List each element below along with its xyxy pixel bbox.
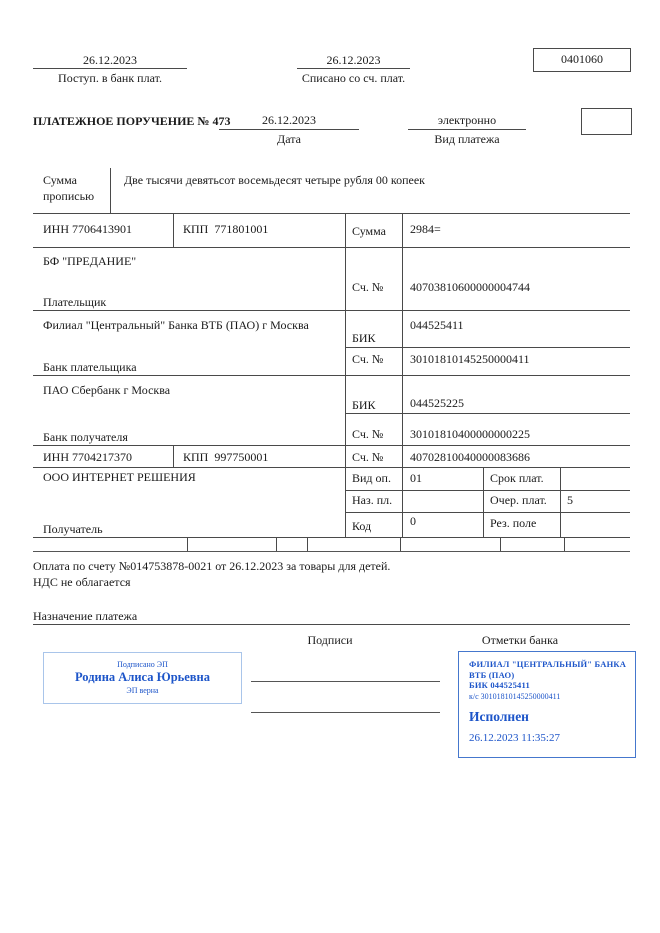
grid-line <box>483 467 484 537</box>
grid-line <box>173 213 174 247</box>
bank-stamp-datetime: 26.12.2023 11:35:27 <box>469 731 560 744</box>
grid-line <box>33 537 630 538</box>
payee-account: 40702810040000083686 <box>410 450 530 464</box>
payer-bank-bik: 044525411 <box>410 318 464 332</box>
purpose-section-label: Назначение платежа <box>33 609 138 623</box>
kod-value: 0 <box>410 514 416 528</box>
sum-value: 2984= <box>410 222 441 236</box>
signatures-label: Подписи <box>307 633 353 647</box>
grid-line <box>345 213 346 537</box>
form-code-box <box>533 48 631 72</box>
payee-bank-name: ПАО Сбербанк г Москва <box>43 383 171 397</box>
bank-marks-label: Отметки банка <box>481 633 559 647</box>
bank-stamp <box>458 651 636 758</box>
payee-name: ООО ИНТЕРНЕТ РЕШЕНИЯ <box>43 470 196 484</box>
signature-stamp <box>43 652 242 704</box>
purpose-underline <box>33 624 630 625</box>
amount-words-divider <box>110 168 111 213</box>
document-date: 26.12.2023 <box>262 113 316 127</box>
payer-account-label: Сч. № <box>352 280 384 294</box>
amount-words-label-1: Сумма <box>43 173 77 187</box>
payee-kpp: КПП 997750001 <box>183 450 269 464</box>
grid-line <box>33 213 630 214</box>
bank-stamp-bank-name-2: ВТБ (ПАО) <box>469 669 515 680</box>
grid-line <box>345 347 630 348</box>
payee-bank-account-label: Сч. № <box>352 427 384 441</box>
grid-line <box>307 537 308 551</box>
signature-stamp-line-1: Подписано ЭП <box>117 660 168 669</box>
grid-line <box>33 467 630 468</box>
grid-line <box>345 413 630 414</box>
sum-label: Сумма <box>352 224 386 238</box>
debited-date: 26.12.2023 <box>326 53 381 67</box>
amount-words-label-2: прописью <box>43 189 95 203</box>
payer-bank-account: 30101810145250000411 <box>410 352 530 366</box>
payer-bank-name: Филиал "Центральный" Банка ВТБ (ПАО) г Москва <box>43 318 309 332</box>
ocher-plat-label: Очер. плат. <box>490 493 547 507</box>
grid-line <box>33 247 630 248</box>
rez-pole-label: Рез. поле <box>490 516 537 530</box>
kod-label: Код <box>352 519 372 533</box>
payee-account-label: Сч. № <box>352 450 384 464</box>
payee-bank-bik: 044525225 <box>410 396 464 410</box>
grid-line <box>500 537 501 551</box>
payee-section-label: Получатель <box>43 522 103 536</box>
received-date: 26.12.2023 <box>83 53 137 67</box>
status-box <box>581 108 632 135</box>
signer-name: Родина Алиса Юрьевна <box>74 670 211 684</box>
bank-stamp-bik: БИК 044525411 <box>469 680 530 691</box>
payee-inn: ИНН 7704217370 <box>43 450 132 464</box>
document-date-line <box>219 129 359 130</box>
payer-inn: ИНН 7706413901 <box>43 222 132 236</box>
payer-kpp: КПП 771801001 <box>183 222 269 236</box>
payee-bank-section-label: Банк получателя <box>43 430 128 444</box>
vid-op-value: 01 <box>410 471 422 485</box>
srok-plat-label: Срок плат. <box>490 471 544 485</box>
signature-stamp-line-3: ЭП верна <box>126 686 159 695</box>
grid-line <box>187 537 188 551</box>
document-date-label: Дата <box>277 132 301 146</box>
grid-line <box>33 375 630 376</box>
purpose-line-1: Оплата по счету №014753878-0021 от 26.12.2023 за товары для детей. <box>33 559 391 573</box>
grid-line <box>345 490 630 491</box>
bank-stamp-status: Исполнен <box>469 708 529 724</box>
grid-line <box>173 445 174 467</box>
payer-name: БФ "ПРЕДАНИЕ" <box>43 254 137 268</box>
payer-account: 40703810600000004744 <box>410 280 530 294</box>
purpose-line-2: НДС не облагается <box>33 575 131 589</box>
payee-bank-account: 30101810400000000225 <box>410 427 530 441</box>
payer-bank-section-label: Банк плательщика <box>43 360 137 374</box>
received-date-line <box>33 68 187 69</box>
amount-words-value: Две тысячи девятьсот восемьдесят четыре рубля 00 копеек <box>124 173 425 187</box>
payment-kind-line <box>408 129 526 130</box>
payment-kind: электронно <box>437 113 497 127</box>
payment-kind-label: Вид платежа <box>434 132 500 146</box>
vid-op-label: Вид оп. <box>352 471 391 485</box>
payer-section-label: Плательщик <box>43 295 107 309</box>
bank-stamp-corr-account: к/с 30101810145250000411 <box>469 691 561 701</box>
signature-line-2 <box>251 712 440 713</box>
debited-date-line <box>297 68 410 69</box>
document-title: ПЛАТЕЖНОЕ ПОРУЧЕНИЕ № 473 <box>33 114 231 128</box>
naz-pl-label: Наз. пл. <box>352 493 393 507</box>
grid-line <box>345 512 630 513</box>
received-date-label: Поступ. в банк плат. <box>58 71 162 85</box>
grid-line <box>402 213 403 537</box>
grid-line <box>33 445 630 446</box>
grid-line <box>33 310 630 311</box>
grid-line <box>564 537 565 551</box>
form-code: 0401060 <box>561 52 603 66</box>
debited-date-label: Списано со сч. плат. <box>301 71 406 85</box>
ocher-plat-value: 5 <box>567 493 573 507</box>
payee-bank-bik-label: БИК <box>352 398 376 412</box>
grid-line <box>33 551 630 552</box>
grid-line <box>400 537 401 551</box>
grid-line <box>276 537 277 551</box>
payer-bank-bik-label: БИК <box>352 331 376 345</box>
payer-bank-account-label: Сч. № <box>352 352 384 366</box>
grid-line <box>560 467 561 537</box>
signature-line-1 <box>251 681 440 682</box>
bank-stamp-bank-name-1: ФИЛИАЛ "ЦЕНТРАЛЬНЫЙ" БАНКА <box>469 659 627 669</box>
